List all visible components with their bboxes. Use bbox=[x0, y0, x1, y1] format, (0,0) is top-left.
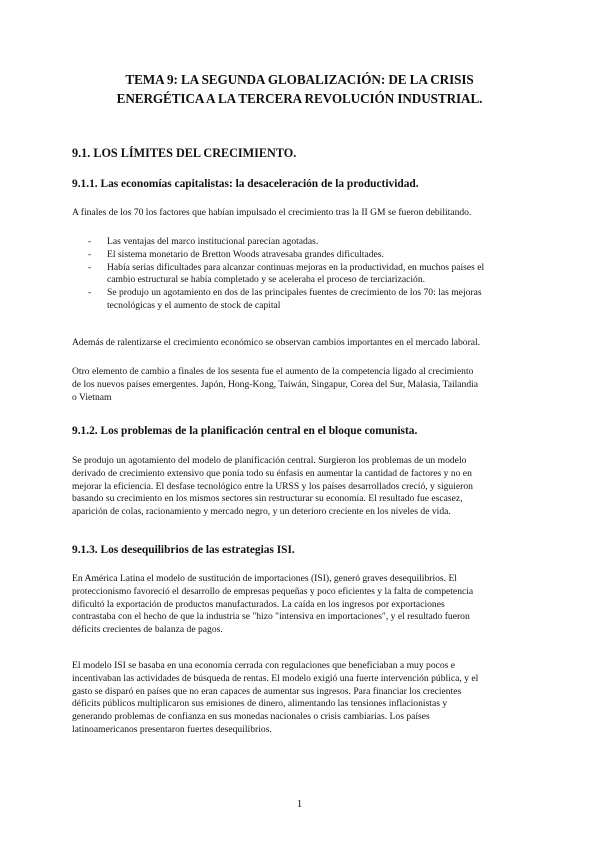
list-item-line: cambio estructural se había completado y se aceleraba el proceso de terciarización. bbox=[107, 274, 426, 286]
dash-marker: - bbox=[88, 261, 92, 273]
paragraph-line: de los nuevos países emergentes. Japón, Hong-Kong, Taiwán, Singapur, Corea del Sur, Malasia, Tailandia bbox=[72, 378, 479, 390]
bullet-list bbox=[88, 236, 528, 313]
dash-marker: - bbox=[88, 248, 92, 260]
paragraph-line: aparición de colas, racionamiento y mercado negro, y un deterioro creciente en los niveles de vida. bbox=[72, 506, 451, 518]
section-heading-9-1-3: 9.1.3. Los desequilibrios de las estrategias ISI. bbox=[72, 544, 295, 556]
paragraph-intro bbox=[72, 207, 528, 220]
paragraph-line: derivado de crecimiento extensivo que ponía todo su énfasis en aumentar la cantidad de factores y no en bbox=[72, 467, 472, 479]
paragraph-line: dificultó la exportación de productos manufacturados. La caída en los ingresos por exportaciones bbox=[72, 598, 445, 610]
title-line-2: ENERGÉTICA A LA TERCERA REVOLUCIÓN INDUSTRIAL. bbox=[116, 91, 483, 106]
paragraph-line: Además de ralentizarse el crecimiento económico se observan cambios importantes en el mercado laboral. bbox=[72, 337, 481, 348]
dash-marker: - bbox=[88, 287, 92, 299]
paragraph-line: incentivaban las actividades de búsqueda de rentas. El modelo exigió una fuerte intervención pública, y el bbox=[72, 672, 479, 684]
paragraph-line: generando problemas de confianza en sus monedas nacionales o crisis cambiarias. Los países bbox=[72, 711, 430, 723]
paragraph-line: latinoamericanos presentaron fuertes desequilibrios. bbox=[72, 723, 272, 735]
list-item-line: tecnológicas y el aumento de stock de capital bbox=[107, 299, 281, 311]
paragraph-line: contrastaba con el hecho de que la industria se "hizo "intensiva en importaciones", y el resultado fueron bbox=[72, 611, 470, 623]
title-line-1: TEMA 9: LA SEGUNDA GLOBALIZACIÓN: DE LA CRISIS bbox=[125, 72, 474, 87]
list-item-line: Las ventajas del marco institucional parecían agotadas. bbox=[107, 236, 319, 247]
list-item bbox=[88, 236, 528, 249]
section-heading-9-1: 9.1. LOS LÍMITES DEL CRECIMIENTO. bbox=[72, 146, 297, 160]
paragraph-line: Se produjo un agotamiento del modelo de planificación central. Surgieron los problemas de un modelo bbox=[72, 455, 467, 466]
paragraph-line: basando su crecimiento en los mismos sectores sin restructurar su economía. El resultado fue escasez, bbox=[72, 493, 463, 505]
paragraph-line: En América Latina el modelo de sustitución de importaciones (ISI), generó graves desequilibrios. El bbox=[72, 573, 457, 584]
paragraph-line: mejorar la eficiencia. El desfase tecnológico entre la URSS y los países desarrollados creció, y siguieron bbox=[72, 480, 473, 492]
list-item bbox=[88, 249, 528, 262]
list-item bbox=[88, 287, 528, 313]
paragraph-line: proteccionismo favoreció el desarrollo de empresas pequeñas y poco eficientes y la falta de competencia bbox=[72, 585, 474, 597]
page-number: 1 bbox=[296, 798, 303, 810]
paragraph-central-planning bbox=[72, 455, 528, 519]
section-heading-9-1-1: 9.1.1. Las economías capitalistas: la desaceleración de la productividad. bbox=[72, 178, 419, 190]
paragraph-line: déficits crecientes de balanza de pagos. bbox=[72, 624, 223, 636]
paragraph-line: A finales de los 70 los factores que habían impulsado el crecimiento tras la II GM se fueron debilitando. bbox=[72, 207, 472, 218]
list-item-line: Se produjo un agotamiento en dos de las principales fuentes de crecimiento de los 70: las mejoras bbox=[107, 287, 482, 299]
paragraph-line: o Vietnam bbox=[72, 391, 112, 403]
paragraph-line: El modelo ISI se basaba en una economía cerrada con regulaciones que beneficiaban a muy pocos e bbox=[72, 660, 456, 671]
paragraph-line: Otro elemento de cambio a finales de los sesenta fue el aumento de la competencia ligado al crecimiento bbox=[72, 366, 474, 377]
paragraph-line: déficits públicos multiplicaron sus emisiones de dinero, alimentando las tensiones inflacionistas y bbox=[72, 698, 448, 710]
paragraph-isi-latin-america bbox=[72, 573, 528, 637]
list-item-line: El sistema monetario de Bretton Woods atravesaba grandes dificultades. bbox=[107, 248, 384, 260]
dash-marker: - bbox=[88, 236, 92, 247]
list-item-line: Había serias dificultades para alcanzar continuas mejoras en la productividad, en muchos países el bbox=[107, 261, 485, 273]
document-title bbox=[60, 70, 539, 108]
list-item bbox=[88, 262, 528, 288]
paragraph-competition bbox=[72, 366, 528, 404]
section-heading-9-1-2: 9.1.2. Los problemas de la planificación central en el bloque comunista. bbox=[72, 425, 418, 437]
paragraph-isi-model bbox=[72, 660, 528, 737]
paragraph-line: gasto se disparó en países que no eran capaces de aumentar sus ingresos. Para financiar los crecientes bbox=[72, 685, 462, 697]
paragraph-labor-market bbox=[72, 337, 528, 350]
